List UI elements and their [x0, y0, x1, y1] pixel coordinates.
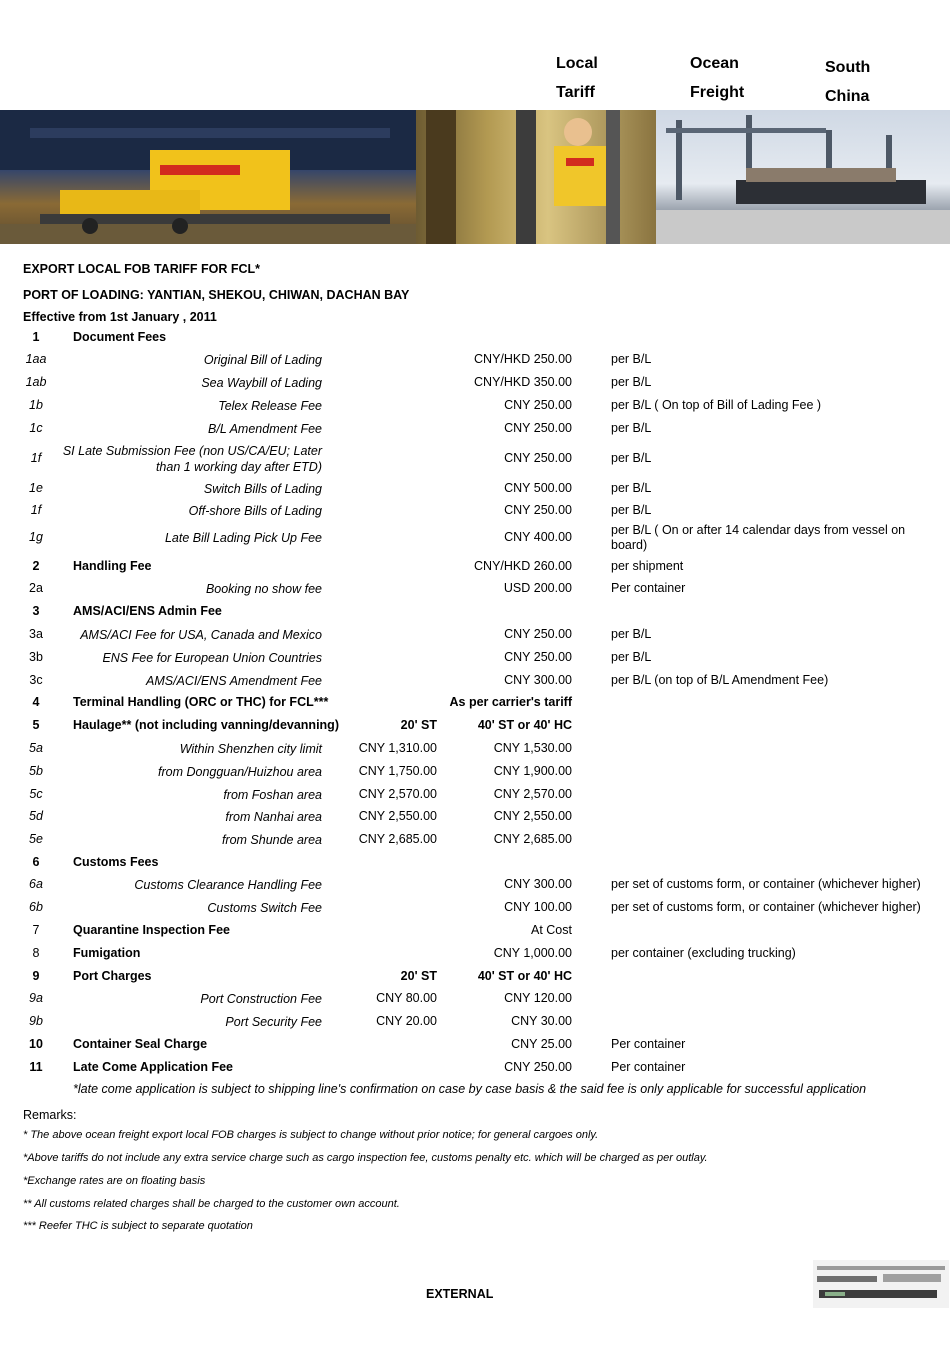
- remark-item: *Exchange rates are on floating basis: [23, 1175, 206, 1187]
- footer-classification: EXTERNAL: [426, 1287, 494, 1301]
- row-code: 5c: [29, 787, 43, 801]
- row-code: 1: [32, 330, 40, 344]
- row-description: Port Construction Fee: [200, 992, 322, 1006]
- section-heading: Fumigation: [73, 946, 141, 960]
- row-code: 7: [32, 923, 40, 937]
- banner-photo-truck: [0, 110, 416, 244]
- row-description: Telex Release Fee: [218, 399, 322, 413]
- row-code: 6a: [29, 877, 43, 891]
- row-amount-40: CNY 2,685.00: [493, 832, 572, 846]
- column-header-40st: 40' ST or 40' HC: [477, 718, 572, 732]
- row-unit: Per container: [611, 1060, 686, 1074]
- section-heading: AMS/ACI/ENS Admin Fee: [73, 604, 222, 618]
- row-unit: Per container: [611, 581, 686, 595]
- column-header-20st: 20' ST: [400, 969, 437, 983]
- row-code: 5a: [29, 741, 43, 755]
- row-code: 2a: [29, 581, 43, 595]
- row-code: 1c: [29, 421, 43, 435]
- section-heading: Document Fees: [73, 330, 167, 344]
- row-code: 1b: [29, 398, 43, 412]
- column-header-20st: 20' ST: [400, 718, 437, 732]
- row-code: 3b: [29, 650, 43, 664]
- row-description: Within Shenzhen city limit: [179, 742, 322, 756]
- remark-item: * The above ocean freight export local FOB charges is subject to change without prior notice; for general cargoes only.: [23, 1129, 599, 1141]
- row-unit: per B/L: [611, 627, 652, 641]
- row-code: 6b: [29, 900, 43, 914]
- row-description: B/L Amendment Fee: [208, 422, 322, 436]
- row-code: 2: [32, 559, 40, 573]
- row-amount: USD 200.00: [503, 581, 572, 595]
- header-word-china: China: [825, 88, 870, 105]
- row-amount: CNY 250.00: [504, 398, 572, 412]
- table-row: [0, 330, 950, 346]
- row-unit: per B/L ( On top of Bill of Lading Fee ): [611, 398, 822, 412]
- row-unit: per B/L ( On or after 14 calendar days from vessel on board): [611, 523, 906, 552]
- row-amount: CNY 250.00: [504, 451, 572, 465]
- header-word-tariff: Tariff: [556, 84, 595, 101]
- row-description: Late Bill Lading Pick Up Fee: [164, 531, 322, 545]
- header-banner: [0, 110, 950, 244]
- remark-item: ** All customs related charges shall be charged to the customer own account.: [23, 1198, 400, 1210]
- row-amount: CNY/HKD 250.00: [474, 352, 572, 366]
- banner-photo-worker: [416, 110, 656, 244]
- row-amount: At Cost: [531, 923, 572, 937]
- row-amount: CNY/HKD 260.00: [474, 559, 572, 573]
- remark-item: *** Reefer THC is subject to separate quotation: [23, 1220, 253, 1232]
- row-amount-40: CNY 1,530.00: [493, 741, 572, 755]
- row-amount-40: CNY 2,550.00: [493, 809, 572, 823]
- row-unit: per B/L: [611, 503, 652, 517]
- row-code: 9b: [29, 1014, 43, 1028]
- row-amount: CNY 400.00: [504, 530, 572, 544]
- row-code: 9a: [29, 991, 43, 1005]
- row-amount: CNY 1,000.00: [493, 946, 572, 960]
- row-amount: CNY 25.00: [511, 1037, 572, 1051]
- row-amount: CNY 250.00: [504, 421, 572, 435]
- row-unit: per B/L: [611, 481, 652, 495]
- header-word-ocean: Ocean: [690, 55, 739, 72]
- row-code: 9: [32, 969, 40, 983]
- row-unit: per B/L: [611, 352, 652, 366]
- row-amount: CNY 250.00: [504, 1060, 572, 1074]
- column-header-40st: 40' ST or 40' HC: [477, 969, 572, 983]
- title-export-tariff: EXPORT LOCAL FOB TARIFF FOR FCL*: [23, 262, 261, 276]
- row-unit: per B/L: [611, 421, 652, 435]
- row-amount: As per carrier's tariff: [449, 695, 572, 709]
- row-description: Sea Waybill of Lading: [201, 376, 322, 390]
- row-unit: per B/L: [611, 451, 652, 465]
- row-code: 5b: [29, 764, 43, 778]
- row-description: Port Security Fee: [225, 1015, 322, 1029]
- section-heading: Port Charges: [73, 969, 152, 983]
- row-code: 4: [32, 695, 40, 709]
- row-amount: CNY 250.00: [504, 650, 572, 664]
- section-heading: Customs Fees: [73, 855, 159, 869]
- row-unit: per B/L: [611, 650, 652, 664]
- row-code: 5d: [29, 809, 43, 823]
- row-code: 1aa: [25, 352, 47, 366]
- row-description: from Foshan area: [223, 788, 322, 802]
- row-description: AMS/ACI/ENS Amendment Fee: [146, 674, 322, 688]
- row-amount-20: CNY 2,685.00: [358, 832, 437, 846]
- row-code: 1g: [29, 530, 43, 544]
- row-description: Off-shore Bills of Lading: [188, 504, 322, 518]
- row-amount: CNY 250.00: [504, 627, 572, 641]
- row-description: AMS/ACI Fee for USA, Canada and Mexico: [80, 628, 322, 642]
- row-amount-20: CNY 20.00: [376, 1014, 437, 1028]
- row-unit: per B/L: [611, 375, 652, 389]
- row-amount-20: CNY 2,570.00: [358, 787, 437, 801]
- footer-logo-image: [813, 1260, 949, 1308]
- section-heading: Quarantine Inspection Fee: [73, 923, 230, 937]
- row-code: 10: [29, 1037, 43, 1051]
- row-amount: CNY 300.00: [504, 877, 572, 891]
- row-description: SI Late Submission Fee (non US/CA/EU; Later than 1 working day after ETD): [62, 444, 322, 474]
- row-code: 1f: [30, 503, 42, 517]
- row-code: 1e: [29, 481, 43, 495]
- header-word-local: Local: [556, 55, 598, 72]
- row-amount-20: CNY 2,550.00: [358, 809, 437, 823]
- row-amount-20: CNY 1,750.00: [358, 764, 437, 778]
- section-heading: Container Seal Charge: [73, 1037, 208, 1051]
- row-code: 8: [32, 946, 40, 960]
- row-code: 5e: [29, 832, 43, 846]
- row-amount-40: CNY 2,570.00: [493, 787, 572, 801]
- row-description: Customs Clearance Handling Fee: [134, 878, 322, 892]
- banner-photo-port: [656, 110, 950, 244]
- row-description: from Shunde area: [221, 833, 322, 847]
- row-unit: per container (excluding trucking): [611, 946, 796, 960]
- remark-item: *Above tariffs do not include any extra service charge such as cargo inspection fee, customs penalty etc. which will be charged as per outlay.: [23, 1152, 708, 1164]
- row-description: from Nanhai area: [225, 810, 322, 824]
- remarks-label: Remarks:: [23, 1108, 77, 1122]
- title-port-of-loading: PORT OF LOADING: YANTIAN, SHEKOU, CHIWAN, DACHAN BAY: [23, 288, 410, 302]
- header-word-south: South: [825, 59, 871, 76]
- row-amount: CNY 500.00: [504, 481, 572, 495]
- row-amount-20: CNY 1,310.00: [358, 741, 437, 755]
- row-amount: CNY 100.00: [504, 900, 572, 914]
- section-heading: Terminal Handling (ORC or THC) for FCL***: [73, 695, 329, 709]
- late-come-note: *late come application is subject to shipping line's confirmation on case by case basis & the said fee is only applicable for successful application: [73, 1082, 867, 1096]
- row-description: Switch Bills of Lading: [203, 482, 322, 496]
- row-code: 3: [32, 604, 40, 618]
- row-code: 1f: [30, 451, 42, 465]
- row-amount: CNY/HKD 350.00: [474, 375, 572, 389]
- row-code: 5: [32, 718, 40, 732]
- row-amount: CNY 300.00: [504, 673, 572, 687]
- row-description: Customs Switch Fee: [207, 901, 322, 915]
- row-description: from Dongguan/Huizhou area: [158, 765, 322, 779]
- row-unit: per set of customs form, or container (whichever higher): [611, 877, 921, 891]
- row-amount-40: CNY 30.00: [511, 1014, 572, 1028]
- title-effective-date: Effective from 1st January , 2011: [23, 310, 217, 324]
- row-amount: CNY 250.00: [504, 503, 572, 517]
- section-heading: Late Come Application Fee: [73, 1060, 233, 1074]
- row-amount-40: CNY 120.00: [504, 991, 572, 1005]
- row-amount-40: CNY 1,900.00: [493, 764, 572, 778]
- row-code: 1ab: [25, 375, 47, 389]
- row-unit: per set of customs form, or container (whichever higher): [611, 900, 921, 914]
- header-word-freight: Freight: [690, 84, 745, 101]
- section-heading: Handling Fee: [73, 559, 152, 573]
- row-unit: per shipment: [611, 559, 684, 573]
- row-code: 3a: [29, 627, 43, 641]
- row-code: 3c: [29, 673, 43, 687]
- section-heading: Haulage** (not including vanning/devanning): [73, 718, 339, 732]
- row-unit: per B/L (on top of B/L Amendment Fee): [611, 673, 829, 687]
- row-description: Booking no show fee: [205, 582, 322, 596]
- row-description: Original Bill of Lading: [203, 353, 322, 367]
- row-unit: Per container: [611, 1037, 686, 1051]
- row-amount-20: CNY 80.00: [376, 991, 437, 1005]
- row-description: ENS Fee for European Union Countries: [102, 651, 322, 665]
- row-code: 11: [29, 1060, 43, 1074]
- row-code: 6: [32, 855, 40, 869]
